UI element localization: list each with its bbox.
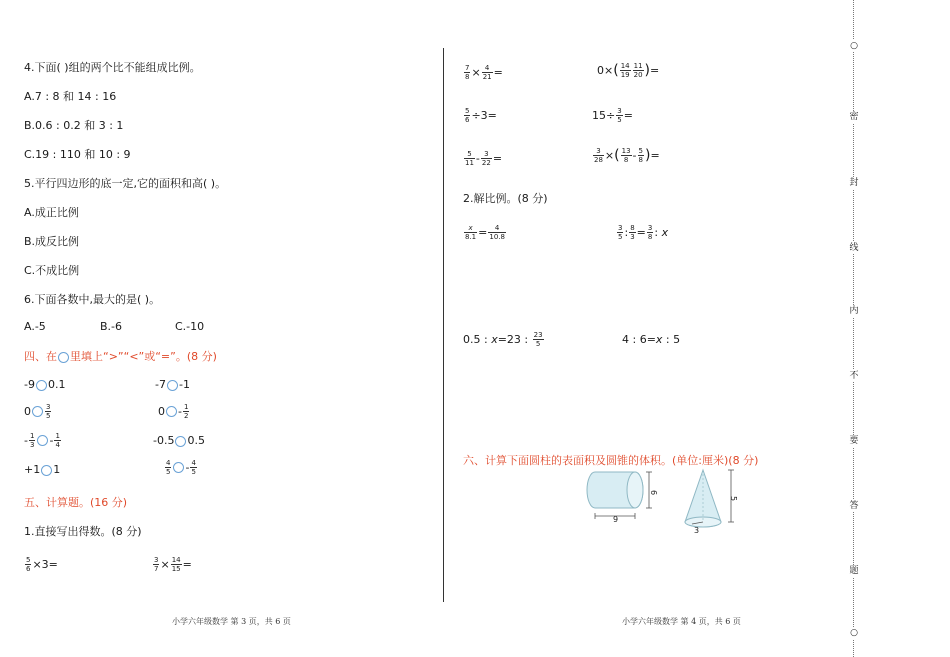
q5-option-a: A.成正比例 bbox=[24, 206, 79, 219]
binding-char: 内 bbox=[846, 305, 862, 317]
section5-title: 五、计算题。(16 分) bbox=[24, 496, 128, 509]
calc-1: $\frac{5}{6}$ ×3= bbox=[26, 556, 58, 573]
q5-option-c: C.不成比例 bbox=[24, 264, 80, 277]
compare-3a: - $\frac{1}{3}$ - $\frac{1}{4}$ bbox=[24, 432, 60, 449]
q4-option-b: B.0.6 : 0.2 和 3 : 1 bbox=[24, 119, 124, 132]
compare-4a: +1 1 bbox=[24, 463, 61, 476]
footer-right: 小学六年级数学 第 4 页，共 6 页 bbox=[622, 617, 741, 626]
cone-height-label: 5 bbox=[729, 496, 738, 502]
cone-figure bbox=[685, 470, 738, 535]
binding-char: 密 bbox=[846, 111, 862, 123]
compare-2b: 0 - $\frac{1}{2}$ bbox=[158, 403, 189, 420]
compare-2a: 0 $\frac{3}{5}$ bbox=[24, 403, 51, 420]
right-calc-1a: $\frac{7}{8}$ × $\frac{4}{21}$ = bbox=[465, 64, 503, 81]
q4-question: 4.下面( )组的两个比不能组成比例。 bbox=[24, 61, 201, 74]
q5-question: 5.平行四边形的底一定,它的面积和高( )。 bbox=[24, 177, 227, 190]
section-solve-proportion: 2.解比例。(8 分) bbox=[463, 192, 548, 205]
proportion-2b: 4 : 6=x : 5 bbox=[622, 333, 681, 346]
answer-circle[interactable] bbox=[167, 380, 178, 391]
q6-option-b: B.-6 bbox=[100, 320, 123, 333]
compare-1a: -9 0.1 bbox=[24, 378, 66, 391]
right-calc-2a: $\frac{5}{6}$ ÷3= bbox=[465, 107, 497, 124]
answer-circle[interactable] bbox=[175, 436, 186, 447]
proportion-1b: $\frac{3}{5}$ : $\frac{8}{3}$ = $\frac{3}{8}$ : x bbox=[618, 224, 669, 241]
answer-circle[interactable] bbox=[166, 406, 177, 417]
binding-char: 题 bbox=[846, 565, 862, 577]
footer-left: 小学六年级数学 第 3 页，共 6 页 bbox=[172, 617, 291, 626]
binding-char: 不 bbox=[846, 370, 862, 382]
right-calc-2b: 15÷ $\frac{3}{5}$ = bbox=[592, 107, 633, 124]
answer-circle[interactable] bbox=[32, 406, 43, 417]
section4-title: 四、在 里填上“>”“<”或“=”。(8 分) bbox=[24, 350, 217, 363]
compare-4b: $\frac{4}{5}$ - $\frac{4}{5}$ bbox=[166, 459, 196, 476]
answer-circle[interactable] bbox=[36, 380, 47, 391]
q6-option-a: A.-5 bbox=[24, 320, 46, 333]
binding-circle-top: ○ bbox=[846, 40, 862, 52]
binding-char: 封 bbox=[846, 177, 862, 189]
q5-option-b: B.成反比例 bbox=[24, 235, 80, 248]
geometry-figures bbox=[583, 466, 753, 536]
binding-char: 答 bbox=[846, 500, 862, 512]
cylinder-height-label: 6 bbox=[649, 490, 658, 496]
calc-2: $\frac{3}{7}$ × $\frac{14}{15}$ = bbox=[154, 556, 192, 573]
right-calc-3a: $\frac{5}{11}$ - $\frac{3}{22}$ = bbox=[465, 150, 503, 167]
binding-circle-bottom: ○ bbox=[846, 627, 862, 639]
compare-3b: -0.5 0.5 bbox=[153, 434, 205, 447]
cone-radius-label: 3 bbox=[694, 526, 700, 535]
proportion-2a: 0.5 : x=23 : $\frac{23}{5}$ bbox=[463, 331, 543, 348]
answer-circle[interactable] bbox=[37, 435, 48, 446]
q4-option-a: A.7 : 8 和 14 : 16 bbox=[24, 90, 117, 103]
section6-title: 六、计算下面圆柱的表面积及圆锥的体积。(单位:厘米)(8 分) bbox=[463, 454, 759, 467]
proportion-1a: $\frac{x}{8.1}$ = $\frac{4}{10.8}$ bbox=[465, 224, 505, 241]
right-calc-1b: 0×( $\frac{14}{19}$ $\frac{11}{20}$ )= bbox=[597, 62, 660, 79]
q4-option-c: C.19 : 110 和 10 : 9 bbox=[24, 148, 131, 161]
right-calc-3b: $\frac{3}{28}$ ×( $\frac{13}{8}$ - $\frac{5}{8}$ )= bbox=[594, 147, 660, 164]
binding-dotted-line bbox=[853, 0, 854, 657]
binding-char: 线 bbox=[846, 242, 862, 254]
q6-option-c: C.-10 bbox=[175, 320, 205, 333]
column-divider bbox=[443, 48, 444, 602]
answer-circle[interactable] bbox=[41, 465, 52, 476]
cylinder-figure bbox=[587, 472, 658, 524]
binding-char: 要 bbox=[846, 435, 862, 447]
answer-circle-icon bbox=[58, 352, 69, 363]
compare-1b: -7 -1 bbox=[155, 378, 190, 391]
answer-circle[interactable] bbox=[173, 462, 184, 473]
section5-sub1: 1.直接写出得数。(8 分) bbox=[24, 525, 142, 538]
cylinder-length-label: 9 bbox=[613, 515, 619, 524]
q6-question: 6.下面各数中,最大的是( )。 bbox=[24, 293, 161, 306]
